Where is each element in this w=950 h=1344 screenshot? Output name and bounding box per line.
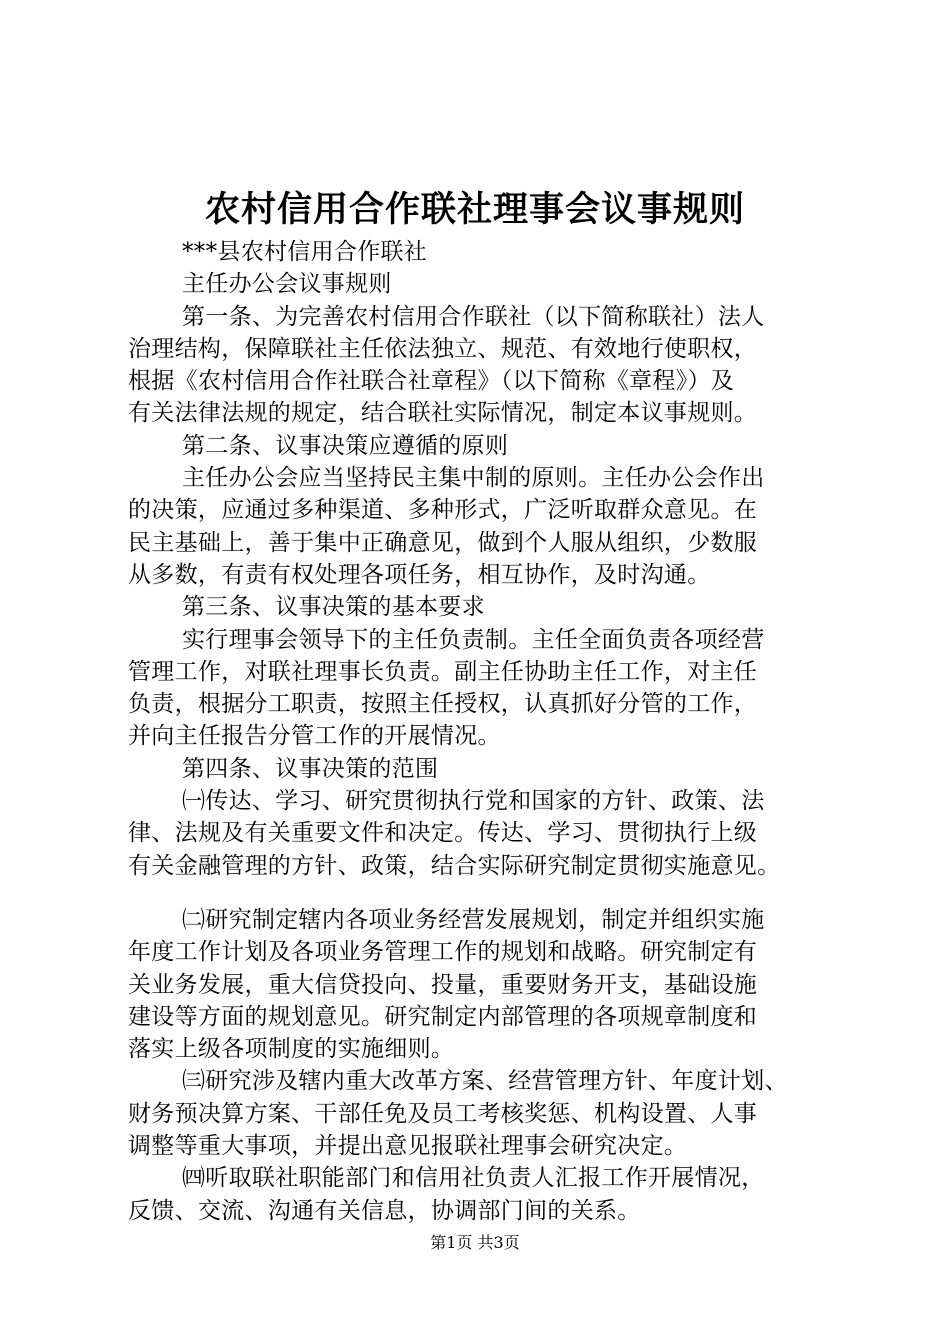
paragraph-line: ㈢研究涉及辖内重大改革方案、经营管理方针、年度计划、: [182, 1068, 788, 1095]
paragraph-line: 根据《农村信用合作社联合社章程》（以下简称《章程》）及: [128, 368, 735, 395]
paragraph: [128, 753, 848, 785]
paragraph: [128, 785, 848, 882]
paragraph: [128, 1065, 848, 1162]
paragraph-line: 律、法规及有关重要文件和决定。传达、学习、贯彻执行上级: [128, 820, 758, 847]
paragraph-line: 的决策，应通过多种渠道、多种形式，广泛听取群众意见。在: [128, 497, 758, 524]
paragraph-line: 实行理事会领导下的主任负责制。主任全面负责各项经营: [182, 626, 765, 653]
paragraph: [128, 1162, 848, 1227]
paragraph-line: ㈣听取联社职能部门和信用社负责人汇报工作开展情况，: [182, 1165, 765, 1192]
paragraph-line: 有关法律法规的规定，结合联社实际情况，制定本议事规则。: [128, 400, 758, 427]
paragraph-line: 主任办公会议事规则: [182, 271, 392, 298]
paragraph-line: 建设等方面的规划意见。研究制定内部管理的各项规章制度和: [128, 1003, 758, 1030]
paragraph: [128, 462, 848, 591]
paragraph-line: 负责，根据分工职责，按照主任授权，认真抓好分管的工作，: [128, 691, 758, 718]
document-title: 农村信用合作联社理事会议事规则: [204, 189, 745, 230]
paragraph-line: 主任办公会应当坚持民主集中制的原则。主任办公会作出: [182, 465, 765, 492]
paragraph-line: 管理工作，对联社理事长负责。副主任协助主任工作，对主任: [128, 658, 758, 685]
paragraph: [128, 624, 848, 753]
paragraph-line: 从多数，有责有权处理各项任务，相互协作，及时沟通。: [128, 561, 711, 588]
paragraph-line: 反馈、交流、沟通有关信息，协调部门间的关系。: [128, 1197, 641, 1224]
paragraph: [128, 591, 848, 623]
paragraph-line: ㈠传达、学习、研究贯彻执行党和国家的方针、政策、法: [182, 788, 765, 815]
paragraph-line: 第一条、为完善农村信用合作联社（以下简称联社）法人: [182, 303, 765, 330]
paragraph-line: 年度工作计划及各项业务管理工作的规划和战略。研究制定有: [128, 939, 758, 966]
paragraph: [128, 301, 848, 430]
paragraph-line: 第四条、议事决策的范围: [182, 755, 439, 782]
paragraph-gap: [128, 882, 848, 904]
paragraph-line: ***县农村信用合作联社: [182, 239, 428, 265]
paragraph: [128, 904, 848, 1065]
page-footer: 第1页 共3页: [430, 1233, 520, 1252]
paragraph: [128, 236, 848, 268]
paragraph-line: 有关金融管理的方针、政策，结合实际研究制定贯彻实施意见。: [128, 852, 781, 879]
paragraph-line: ㈡研究制定辖内各项业务经营发展规划，制定并组织实施: [182, 906, 765, 933]
paragraph-line: 关业务发展，重大信贷投向、投量，重要财务开支，基础设施: [128, 971, 758, 998]
document-body: [128, 236, 848, 1227]
paragraph: [128, 268, 848, 300]
paragraph-line: 并向主任报告分管工作的开展情况。: [128, 723, 501, 750]
paragraph-line: 民主基础上，善于集中正确意见，做到个人服从组织，少数服: [128, 529, 758, 556]
paragraph-line: 财务预决算方案、干部任免及员工考核奖惩、机构设置、人事: [128, 1100, 758, 1127]
paragraph-line: 落实上级各项制度的实施细则。: [128, 1036, 455, 1063]
paragraph-line: 治理结构，保障联社主任依法独立、规范、有效地行使职权，: [128, 335, 758, 362]
paragraph-line: 调整等重大事项，并提出意见报联社理事会研究决定。: [128, 1133, 688, 1160]
paragraph-line: 第二条、议事决策应遵循的原则: [182, 432, 509, 459]
paragraph-line: 第三条、议事决策的基本要求: [182, 594, 485, 621]
paragraph: [128, 430, 848, 462]
